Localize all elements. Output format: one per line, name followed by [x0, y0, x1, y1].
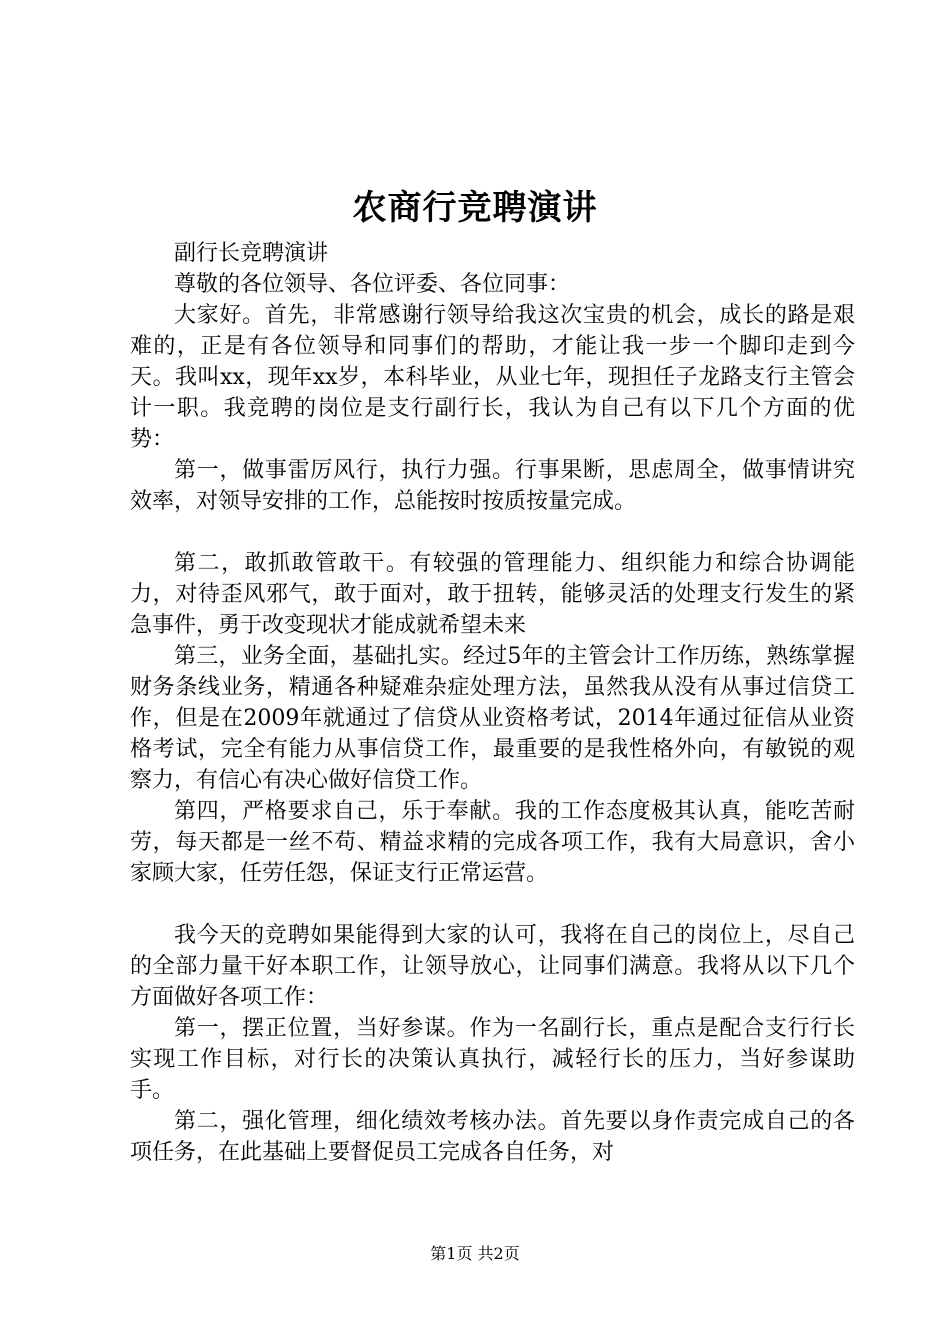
document-body — [130, 238, 855, 1168]
salutation-paragraph: 尊敬的各位领导、各位评委、各位同事： — [174, 272, 571, 297]
document-title: 农商行竞聘演讲 — [352, 188, 598, 228]
strength-three-paragraph: 第三，业务全面，基础扎实。经过5年的主管会计工作历练，熟练掌握财务条线业务，精通各种疑难杂症处理方法，虽然我从没有从事过信贷工作，但是在2009年就通过了信贷从业资格考试，2014年通过征信从业资格考试，完全有能力从事信贷工作，最重要的是我性格外向，有敏锐的观察力，有信心有决心做好信贷工作。 — [130, 644, 855, 793]
plan-intro-paragraph: 我今天的竞聘如果能得到大家的认可，我将在自己的岗位上，尽自己的全部力量干好本职工作，让领导放心，让同事们满意。我将从以下几个方面做好各项工作： — [130, 923, 855, 1010]
subtitle-paragraph: 副行长竞聘演讲 — [174, 241, 329, 266]
plan-one-paragraph: 第一，摆正位置，当好参谋。作为一名副行长，重点是配合支行行长实现工作目标，对行长的决策认真执行，减轻行长的压力，当好参谋助手。 — [130, 1016, 855, 1103]
intro-paragraph: 大家好。首先，非常感谢行领导给我这次宝贵的机会，成长的路是艰难的，正是有各位领导和同事们的帮助，才能让我一步一个脚印走到今天。我叫xx，现年xx岁，本科毕业，从业七年，现担任子龙路支行主管会计一职。我竞聘的岗位是支行副行长，我认为自己有以下几个方面的优势： — [130, 303, 855, 452]
strength-four-paragraph: 第四，严格要求自己，乐于奉献。我的工作态度极其认真，能吃苦耐劳，每天都是一丝不苟、精益求精的完成各项工作，我有大局意识，舍小家顾大家，任劳任怨，保证支行正常运营。 — [130, 799, 855, 886]
strength-one-paragraph: 第一，做事雷厉风行，执行力强。行事果断，思虑周全，做事情讲究效率，对领导安排的工作，总能按时按质按量完成。 — [130, 458, 855, 514]
page-footer: 第1页 共2页 — [430, 1244, 520, 1263]
strength-two-paragraph: 第二，敢抓敢管敢干。有较强的管理能力、组织能力和综合协调能力，对待歪风邪气，敢于面对，敢于扭转，能够灵活的处理支行发生的紧急事件，勇于改变现状才能成就希望未来 — [130, 551, 855, 638]
plan-two-paragraph: 第二，强化管理，细化绩效考核办法。首先要以身作责完成自己的各项任务，在此基础上要督促员工完成各自任务，对 — [130, 1109, 855, 1165]
